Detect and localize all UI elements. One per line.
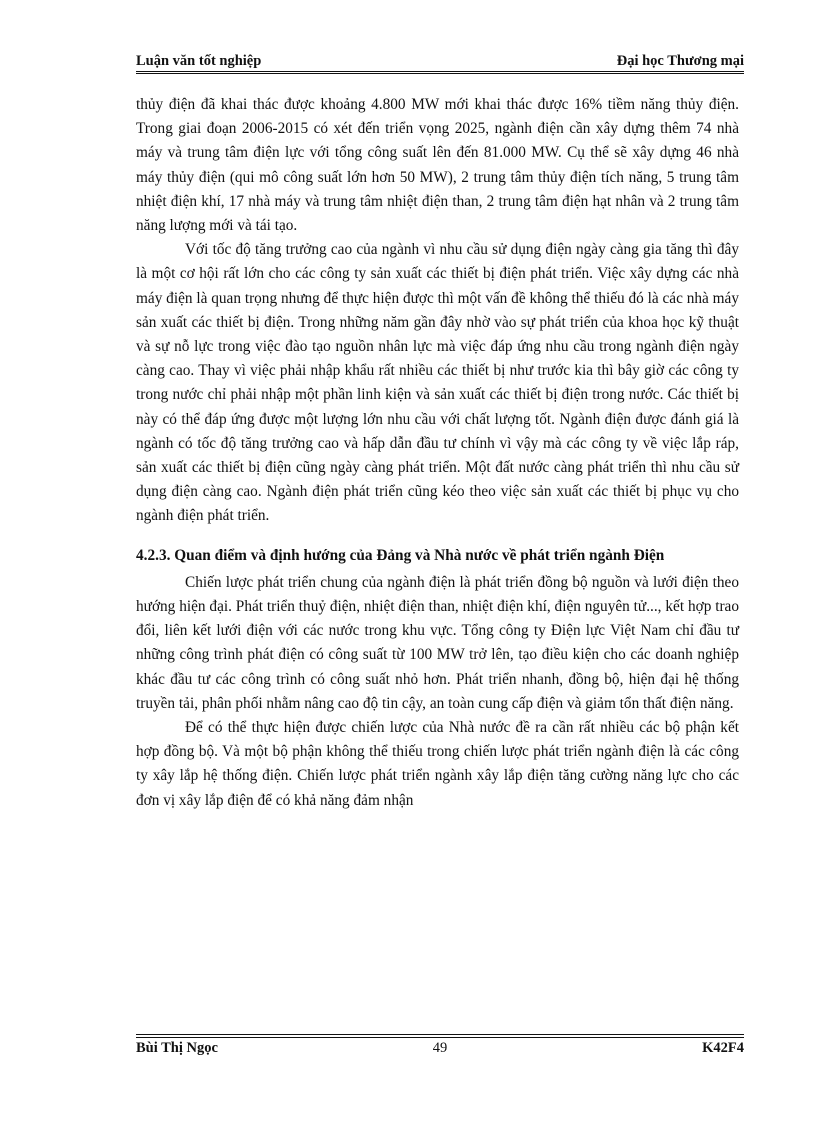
page-footer — [136, 1040, 744, 1060]
footer-rule — [136, 1034, 744, 1038]
footer-class-code: K42F4 — [702, 1040, 744, 1056]
header-thesis-label: Luận văn tốt nghiệp — [136, 53, 262, 69]
section-heading: 4.2.3. Quan điểm và định hướng của Đảng và Nhà nước về phát triển ngành Điện — [136, 546, 665, 564]
page-header — [136, 50, 744, 70]
page-content — [136, 93, 739, 813]
paragraph-4: Để có thể thực hiện được chiến lược của Nhà nước đề ra cần rất nhiều các bộ phận kết hợp đồng bộ. Và một bộ phận không thể thiếu trong chiến lược phát triển ngành điện là các công ty xây lắp hệ thống điện. Chiến lược phát triển ngành xây lắp điện tăng cường năng lực cho các đơn vị xây lắp điện để có khả năng đảm nhận — [136, 719, 739, 809]
paragraph-3: Chiến lược phát triển chung của ngành điện là phát triển đồng bộ nguồn và lưới điện theo hướng hiện đại. Phát triển thuỷ điện, nhiệt điện than, nhiệt điện khí, điện nguyên tử..., kết hợp trao đổi, liên kết lưới điện với các nước trong khu vực. Tổng công ty Điện lực Việt Nam chỉ đầu tư những công trình phát điện có công suất từ 100 MW trở lên, tạo điều kiện cho các doanh nghiệp khác đầu tư các công trình có công suất nhỏ hơn. Phát triển nhanh, đồng bộ, hiện đại hệ thống truyền tải, phân phối nhằm nâng cao độ tin cậy, an toàn cung cấp điện và giảm tổn thất điện năng. — [136, 573, 739, 712]
paragraph-2: Với tốc độ tăng trưởng cao của ngành vì nhu cầu sử dụng điện ngày càng gia tăng thì đây là một cơ hội rất lớn cho các công ty sản xuất các thiết bị điện phát triển. Việc xây dựng các nhà máy điện là quan trọng nhưng để thực hiện được thì một vấn đề không thể thiếu đó là các nhà máy sản xuất các thiết bị điện. Trong những năm gần đây nhờ vào sự phát triển của khoa học kỹ thuật và sự nỗ lực trong việc đào tạo nguồn nhân lực mà việc đáp ứng nhu cầu trong ngành điện ngày càng cao. Thay vì việc phải nhập khẩu rất nhiều các thiết bị như trước kia thì bây giờ các công ty trong nước chỉ phải nhập một phần linh kiện và sản xuất các thiết bị điện trong nước. Các thiết bị này có thể đáp ứng được một lượng lớn nhu cầu với chất lượng tốt. Ngành điện được đánh giá là ngành có tốc độ tăng trưởng cao và hấp dẫn đầu tư chính vì vậy mà các công ty về việc lắp ráp, sản xuất các thiết bị điện cũng ngày càng phát triển. Một đất nước càng phát triển thì nhu cầu sử dụng điện càng cao. Ngành điện phát triển cũng kéo theo việc sản xuất các thiết bị phục vụ cho ngành điện phát triển. — [136, 241, 739, 525]
header-rule — [136, 71, 744, 74]
page-number: 49 — [432, 1040, 448, 1056]
footer-author: Bùi Thị Ngọc — [136, 1040, 218, 1056]
header-university: Đại học Thương mại — [616, 53, 744, 69]
paragraph-1: thủy điện đã khai thác được khoảng 4.800 MW mới khai thác được 16% tiềm năng thủy điện. Trong giai đoạn 2006-2015 có xét đến triển vọng 2025, ngành điện cần xây dựng thêm 74 nhà máy và trung tâm điện lực với tổng công suất lên đến 81.000 MW. Cụ thể sẽ xây dựng 46 nhà máy thủy điện (qui mô công suất lớn hơn 50 MW), 2 trung tâm thủy điện tích năng, 5 trung tâm nhiệt điện khí, 17 nhà máy và trung tâm nhiệt điện than, 2 trung tâm điện hạt nhân và 2 trung tâm năng lượng mới và tái tạo. — [136, 96, 739, 235]
